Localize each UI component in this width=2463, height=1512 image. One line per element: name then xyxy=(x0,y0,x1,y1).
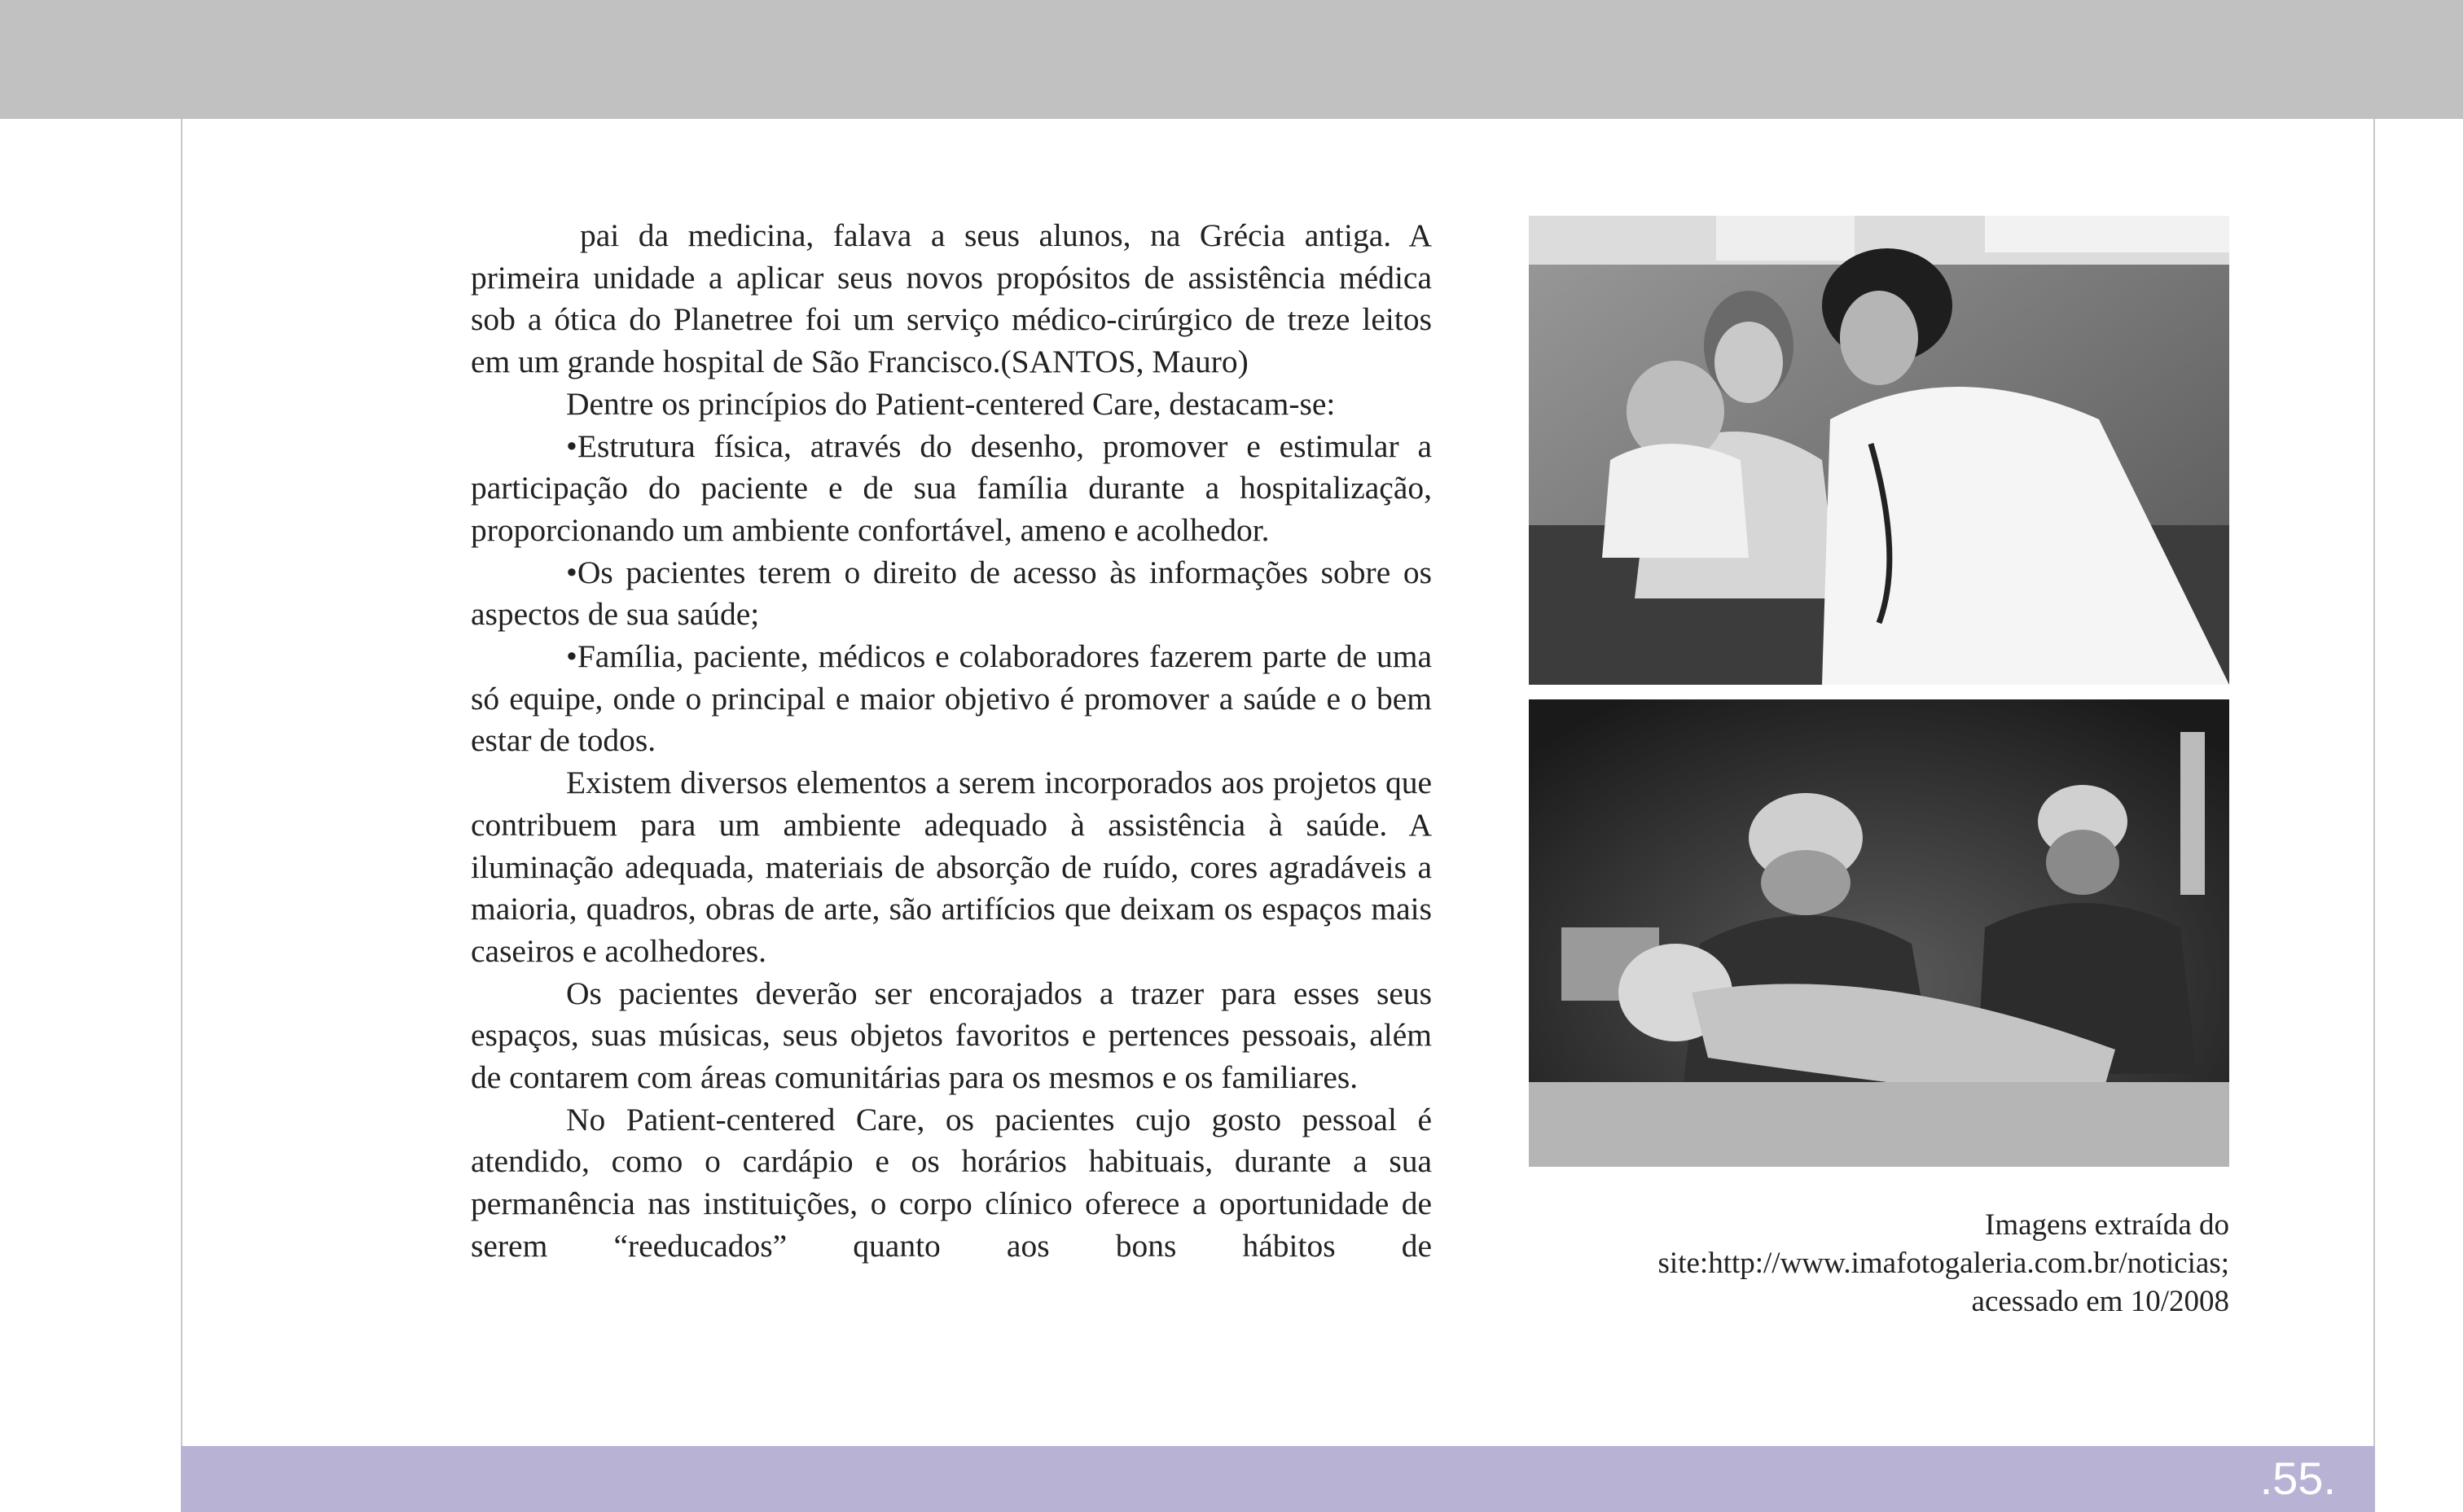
page-number: .55. xyxy=(2259,1453,2336,1504)
page-frame-right xyxy=(2373,119,2375,1446)
body-paragraph: Existem diversos elementos a serem incorporados aos projetos que contribuem para um ambiente adequado à assistência à saúde. A iluminação adequada, materiais de absorção de ruído, cores agradáveis a maioria, quadros, obras de arte, são artifícios que deixam os espaços mais caseiros e acolhedores. xyxy=(471,765,1432,969)
body-text xyxy=(471,215,1432,1268)
footer-band xyxy=(181,1446,2375,1512)
photo-surgeons-with-child xyxy=(1529,699,2229,1167)
body-paragraph: Dentre os princípios do Patient-centered Care, destacam-se: xyxy=(566,385,1336,422)
body-paragraph: No Patient-centered Care, os pacientes cujo gosto pessoal é atendido, como o cardápio e os horários habituais, durante a sua permanência nas instituições, o corpo clínico oferece a oportunidade de serem “reeducados” quanto aos bons hábitos de xyxy=(471,1101,1432,1264)
caption-line: acessado em 10/2008 xyxy=(1971,1285,2229,1318)
body-paragraph: Os pacientes deverão ser encorajados a trazer para esses seus espaços, suas músicas, seus objetos favoritos e pertences pessoais, além de contarem com áreas comunitárias para os mesmos e os familiares. xyxy=(471,975,1432,1096)
header-band xyxy=(0,0,2463,119)
body-paragraph: •Estrutura física, através do desenho, promover e estimular a participação do paciente e de sua família durante a hospitalização, proporcionando um ambiente confortável, ameno e acolhedor. xyxy=(471,427,1432,548)
page-frame-left xyxy=(181,119,182,1446)
image-caption xyxy=(1496,1206,2229,1321)
body-paragraph: pai da medicina, falava a seus alunos, na Grécia antiga. A primeira unidade a aplicar seus novos propósitos de assistência médica sob a ótica do Planetree foi um serviço médico-cirúrgico de treze leitos em um grande hospital de São Francisco.(SANTOS, Mauro) xyxy=(471,217,1432,380)
body-paragraph: •Família, paciente, médicos e colaboradores fazerem parte de uma só equipe, onde o principal e maior objetivo é promover a saúde e o bem estar de todos. xyxy=(471,638,1432,759)
caption-line: Imagens extraída do xyxy=(1985,1208,2229,1242)
photo-doctor-examining-child xyxy=(1529,216,2229,685)
caption-source-link: site:http://www.imafotogaleria.com.br/noticias; xyxy=(1657,1247,2229,1280)
body-paragraph: •Os pacientes terem o direito de acesso às informações sobre os aspectos de sua saúde; xyxy=(471,554,1432,633)
